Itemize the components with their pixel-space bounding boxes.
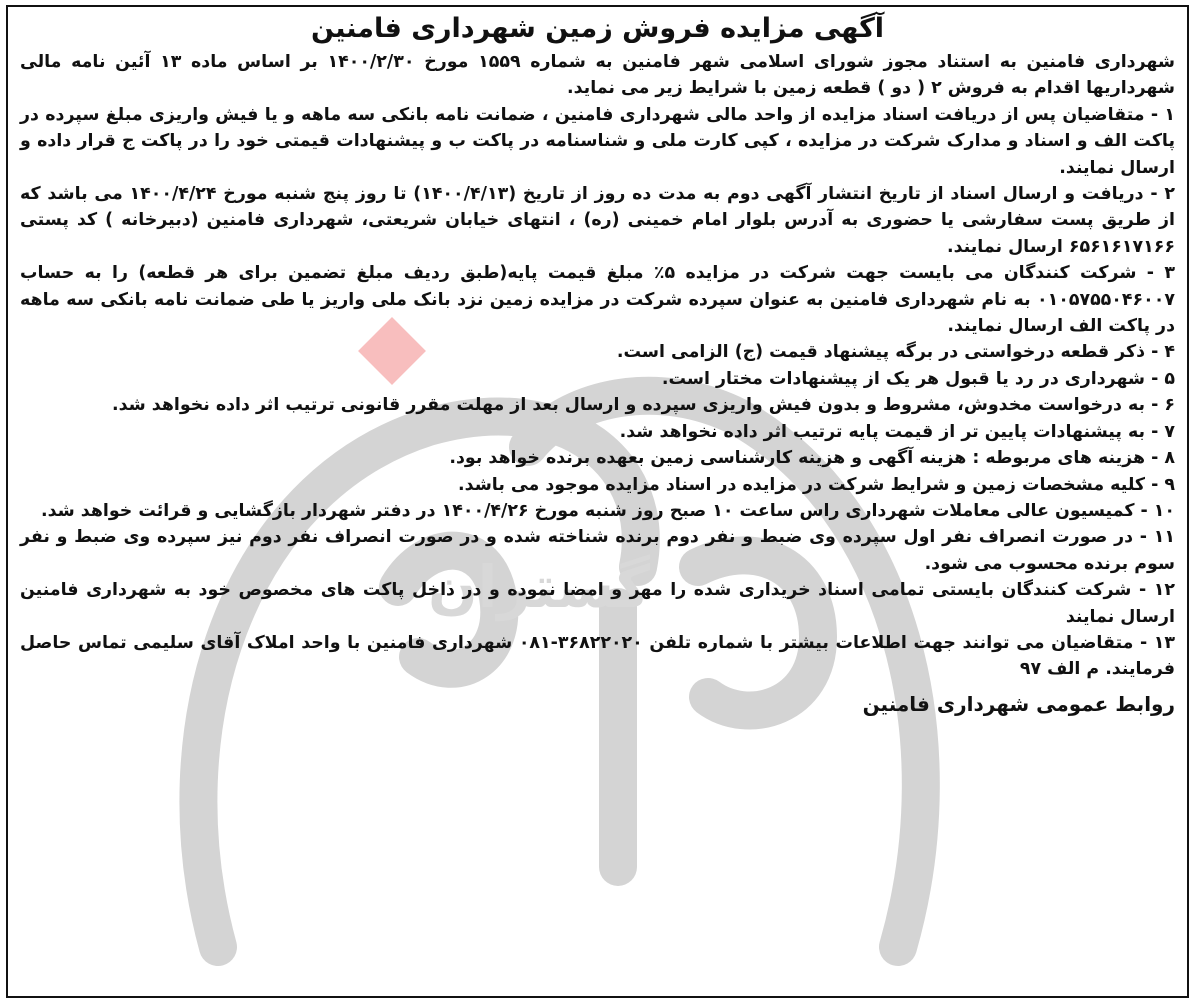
notice-item-2: ۲ - دریافت و ارسال اسناد از تاریخ انتشار آگهی دوم به مدت ده روز از تاریخ (۱۴۰۰/۴/۱۳) تا روز پنج شنبه مورخ ۱۴۰۰/۴/۲۴ می باشد که از طریق پست سفارشی یا حضوری به آدرس بلوار امام خمینی (ره) ، انتهای خیابان شریعتی، شهرداری فامنین (دبیرخانه ) کد پستی ۶۵۶۱۶۱۷۱۶۶ ارسال نمایند. xyxy=(20,184,1175,257)
notice-intro: شهرداری فامنین به استناد مجوز شورای اسلامی شهر فامنین به شماره ۱۵۵۹ مورخ ۱۴۰۰/۲/۳۰ بر اساس ماده ۱۳ آئین نامه مالی شهرداریها اقدام به فروش ۲ ( دو ) قطعه زمین با شرایط زیر می نماید. xyxy=(20,52,1176,99)
notice-item-8: ۸ - هزینه های مربوطه : هزینه آگهی و هزینه کارشناسی زمین بعهده برنده خواهد بود. xyxy=(449,448,1175,469)
notice-item-12: ۱۲ - شرکت کنندگان بایستی تمامی اسناد خریداری شده را مهر و امضا نموده و در داخل پاکت های مخصوص خود به شهرداری فامنین ارسال نمایند xyxy=(20,580,1175,627)
notice-item-11: ۱۱ - در صورت انصراف نفر اول سپرده وی ضبط و نفر دوم برنده شناخته شده و در صورت انصراف نفر دوم نیز سپرده وی ضبط و نفر سوم برنده محسوب می شود. xyxy=(20,527,1175,574)
notice-item-10: ۱۰ - کمیسیون عالی معاملات شهرداری راس ساعت ۱۰ صبح روز شنبه مورخ ۱۴۰۰/۴/۲۶ در دفتر شهردار بازگشایی و قرائت خواهد شد. xyxy=(41,500,1175,521)
notice-item-4: ۴ - ذکر قطعه درخواستی در برگه پیشنهاد قیمت (ج) الزامی است. xyxy=(616,342,1175,363)
notice-body xyxy=(8,7,1187,996)
notice-item-6: ۶ - به درخواست مخدوش، مشروط و بدون فیش واریزی سپرده و ارسال بعد از مهلت مقرر قانونی ترتیب اثر داده نخواهد شد. xyxy=(111,395,1175,416)
notice-frame xyxy=(6,5,1189,998)
notice-title: آگهی مزایده فروش زمین شهرداری فامنین xyxy=(310,13,885,44)
notice-item-9: ۹ - کلیه مشخصات زمین و شرایط شرکت در مزایده در اسناد مزایده موجود می باشد. xyxy=(458,474,1175,495)
notice-item-7: ۷ - به پیشنهادات پایین تر از قیمت پایه ترتیب اثر داده نخواهد شد. xyxy=(619,421,1175,442)
notice-item-3: ۳ - شرکت کنندگان می بایست جهت شرکت در مزایده ۵٪ مبلغ قیمت پایه(طبق ردیف مبلغ تضمین برای هر قطعه) را به حساب ۰۱۰۵۷۵۵۰۴۶۰۰۷ به نام شهرداری فامنین به عنوان سپرده شرکت در مزایده زمین نزد بانک ملی واریز یا طی ضمانت نامه بانکی سه ماهه در پاکت الف ارسال نمایند. xyxy=(20,263,1175,337)
notice-item-13: ۱۳ - متقاضیان می توانند جهت اطلاعات بیشتر با شماره تلفن ۳۶۸۲۲۰۲۰-۰۸۱ شهرداری فامنین با واحد املاک آقای سلیمی تماس حاصل فرمایند. م الف ۹۷ xyxy=(20,632,1175,680)
watermark-text-secondary: گستران xyxy=(428,553,650,621)
notice-item-5: ۵ - شهرداری در رد یا قبول هر یک از پیشنهادات مختار است. xyxy=(661,368,1175,389)
notice-signature: روابط عمومی شهرداری فامنین xyxy=(862,691,1175,716)
notice-item-1: ۱ - متقاضیان پس از دریافت اسناد مزایده از واحد مالی شهرداری فامنین ، ضمانت نامه بانکی سه ماهه و یا فیش واریزی مبلغ سپرده در پاکت الف و اسناد و مدارک شرکت در مزایده ، کپی کارت ملی و شناسنامه در پاکت ب و پیشنهادات قیمتی خود را در پاکت ج قرار داده و ارسال نمایند. xyxy=(20,104,1175,178)
